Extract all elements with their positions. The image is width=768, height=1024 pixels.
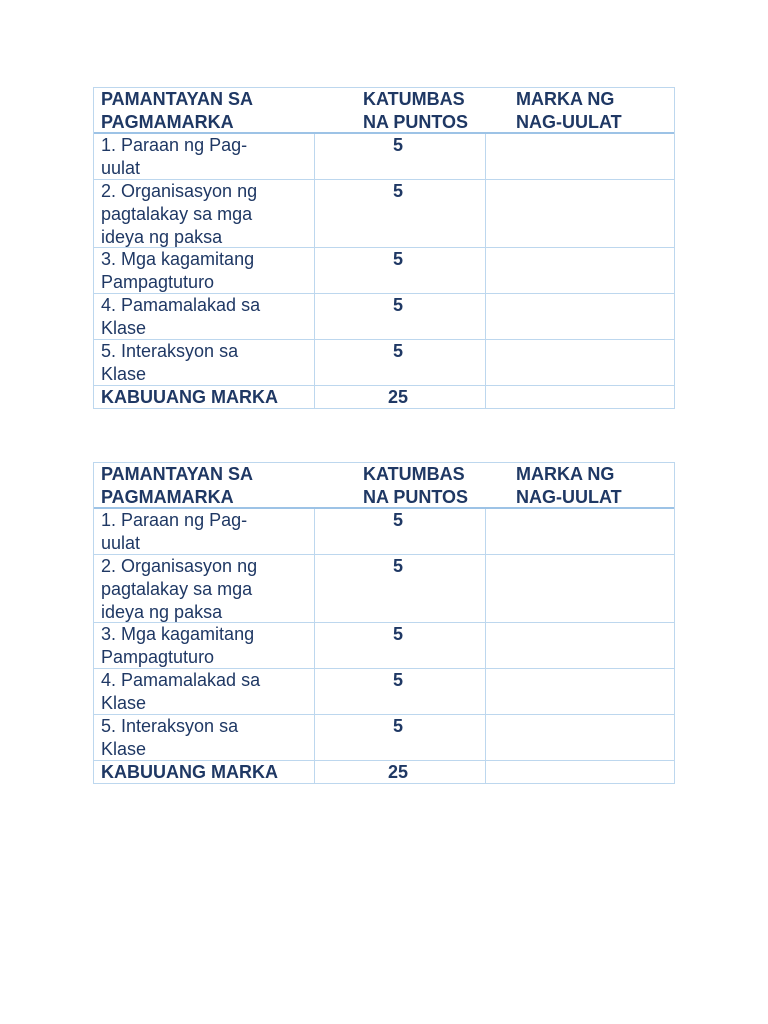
criterion-cell: 2. Organisasyon ng pagtalakay sa mga ideya ng paksa [94,180,315,247]
table-row [94,180,674,248]
score-cell[interactable] [486,509,674,554]
points-cell: 5 [315,509,486,554]
points-cell: 5 [315,340,486,385]
criterion-cell: 4. Pamamalakad sa Klase [94,294,315,339]
points-cell: 5 [315,623,486,668]
points-cell: 5 [315,134,486,179]
table-header [94,88,674,134]
table-row [94,134,674,180]
score-cell[interactable] [486,248,674,293]
total-label: KABUUANG MARKA [94,386,315,408]
table-row [94,248,674,294]
rubric-table-2 [93,462,675,784]
score-cell[interactable] [486,669,674,714]
criterion-cell: 3. Mga kagamitang Pampagtuturo [94,248,315,293]
points-cell: 5 [315,294,486,339]
score-cell[interactable] [486,180,674,247]
score-cell[interactable] [486,294,674,339]
header-criteria: PAMANTAYAN SA PAGMAMARKA [101,89,254,132]
header-score: MARKA NG NAG-UULAT [516,464,622,507]
table-row [94,669,674,715]
table-row [94,623,674,669]
total-row [94,386,674,408]
points-cell: 5 [315,555,486,622]
score-cell[interactable] [486,340,674,385]
total-score-cell[interactable] [486,761,674,783]
score-cell[interactable] [486,715,674,760]
criterion-cell: 3. Mga kagamitang Pampagtuturo [94,623,315,668]
criterion-cell: 1. Paraan ng Pag- uulat [94,134,315,179]
score-cell[interactable] [486,623,674,668]
table-header [94,463,674,509]
score-cell[interactable] [486,555,674,622]
header-criteria: PAMANTAYAN SA PAGMAMARKA [101,464,254,507]
total-points: 25 [315,761,486,783]
table-row [94,555,674,623]
table-row [94,340,674,386]
rubric-table-1 [93,87,675,409]
total-points: 25 [315,386,486,408]
total-label: KABUUANG MARKA [94,761,315,783]
points-cell: 5 [315,669,486,714]
header-points: KATUMBAS NA PUNTOS [363,464,469,507]
score-cell[interactable] [486,134,674,179]
table-row [94,294,674,340]
total-score-cell[interactable] [486,386,674,408]
criterion-cell: 2. Organisasyon ng pagtalakay sa mga ideya ng paksa [94,555,315,622]
criterion-cell: 4. Pamamalakad sa Klase [94,669,315,714]
points-cell: 5 [315,248,486,293]
points-cell: 5 [315,180,486,247]
table-row [94,509,674,555]
total-row [94,761,674,783]
header-score: MARKA NG NAG-UULAT [516,89,622,132]
header-points: KATUMBAS NA PUNTOS [363,89,469,132]
criterion-cell: 1. Paraan ng Pag- uulat [94,509,315,554]
table-row [94,715,674,761]
criterion-cell: 5. Interaksyon sa Klase [94,715,315,760]
points-cell: 5 [315,715,486,760]
criterion-cell: 5. Interaksyon sa Klase [94,340,315,385]
